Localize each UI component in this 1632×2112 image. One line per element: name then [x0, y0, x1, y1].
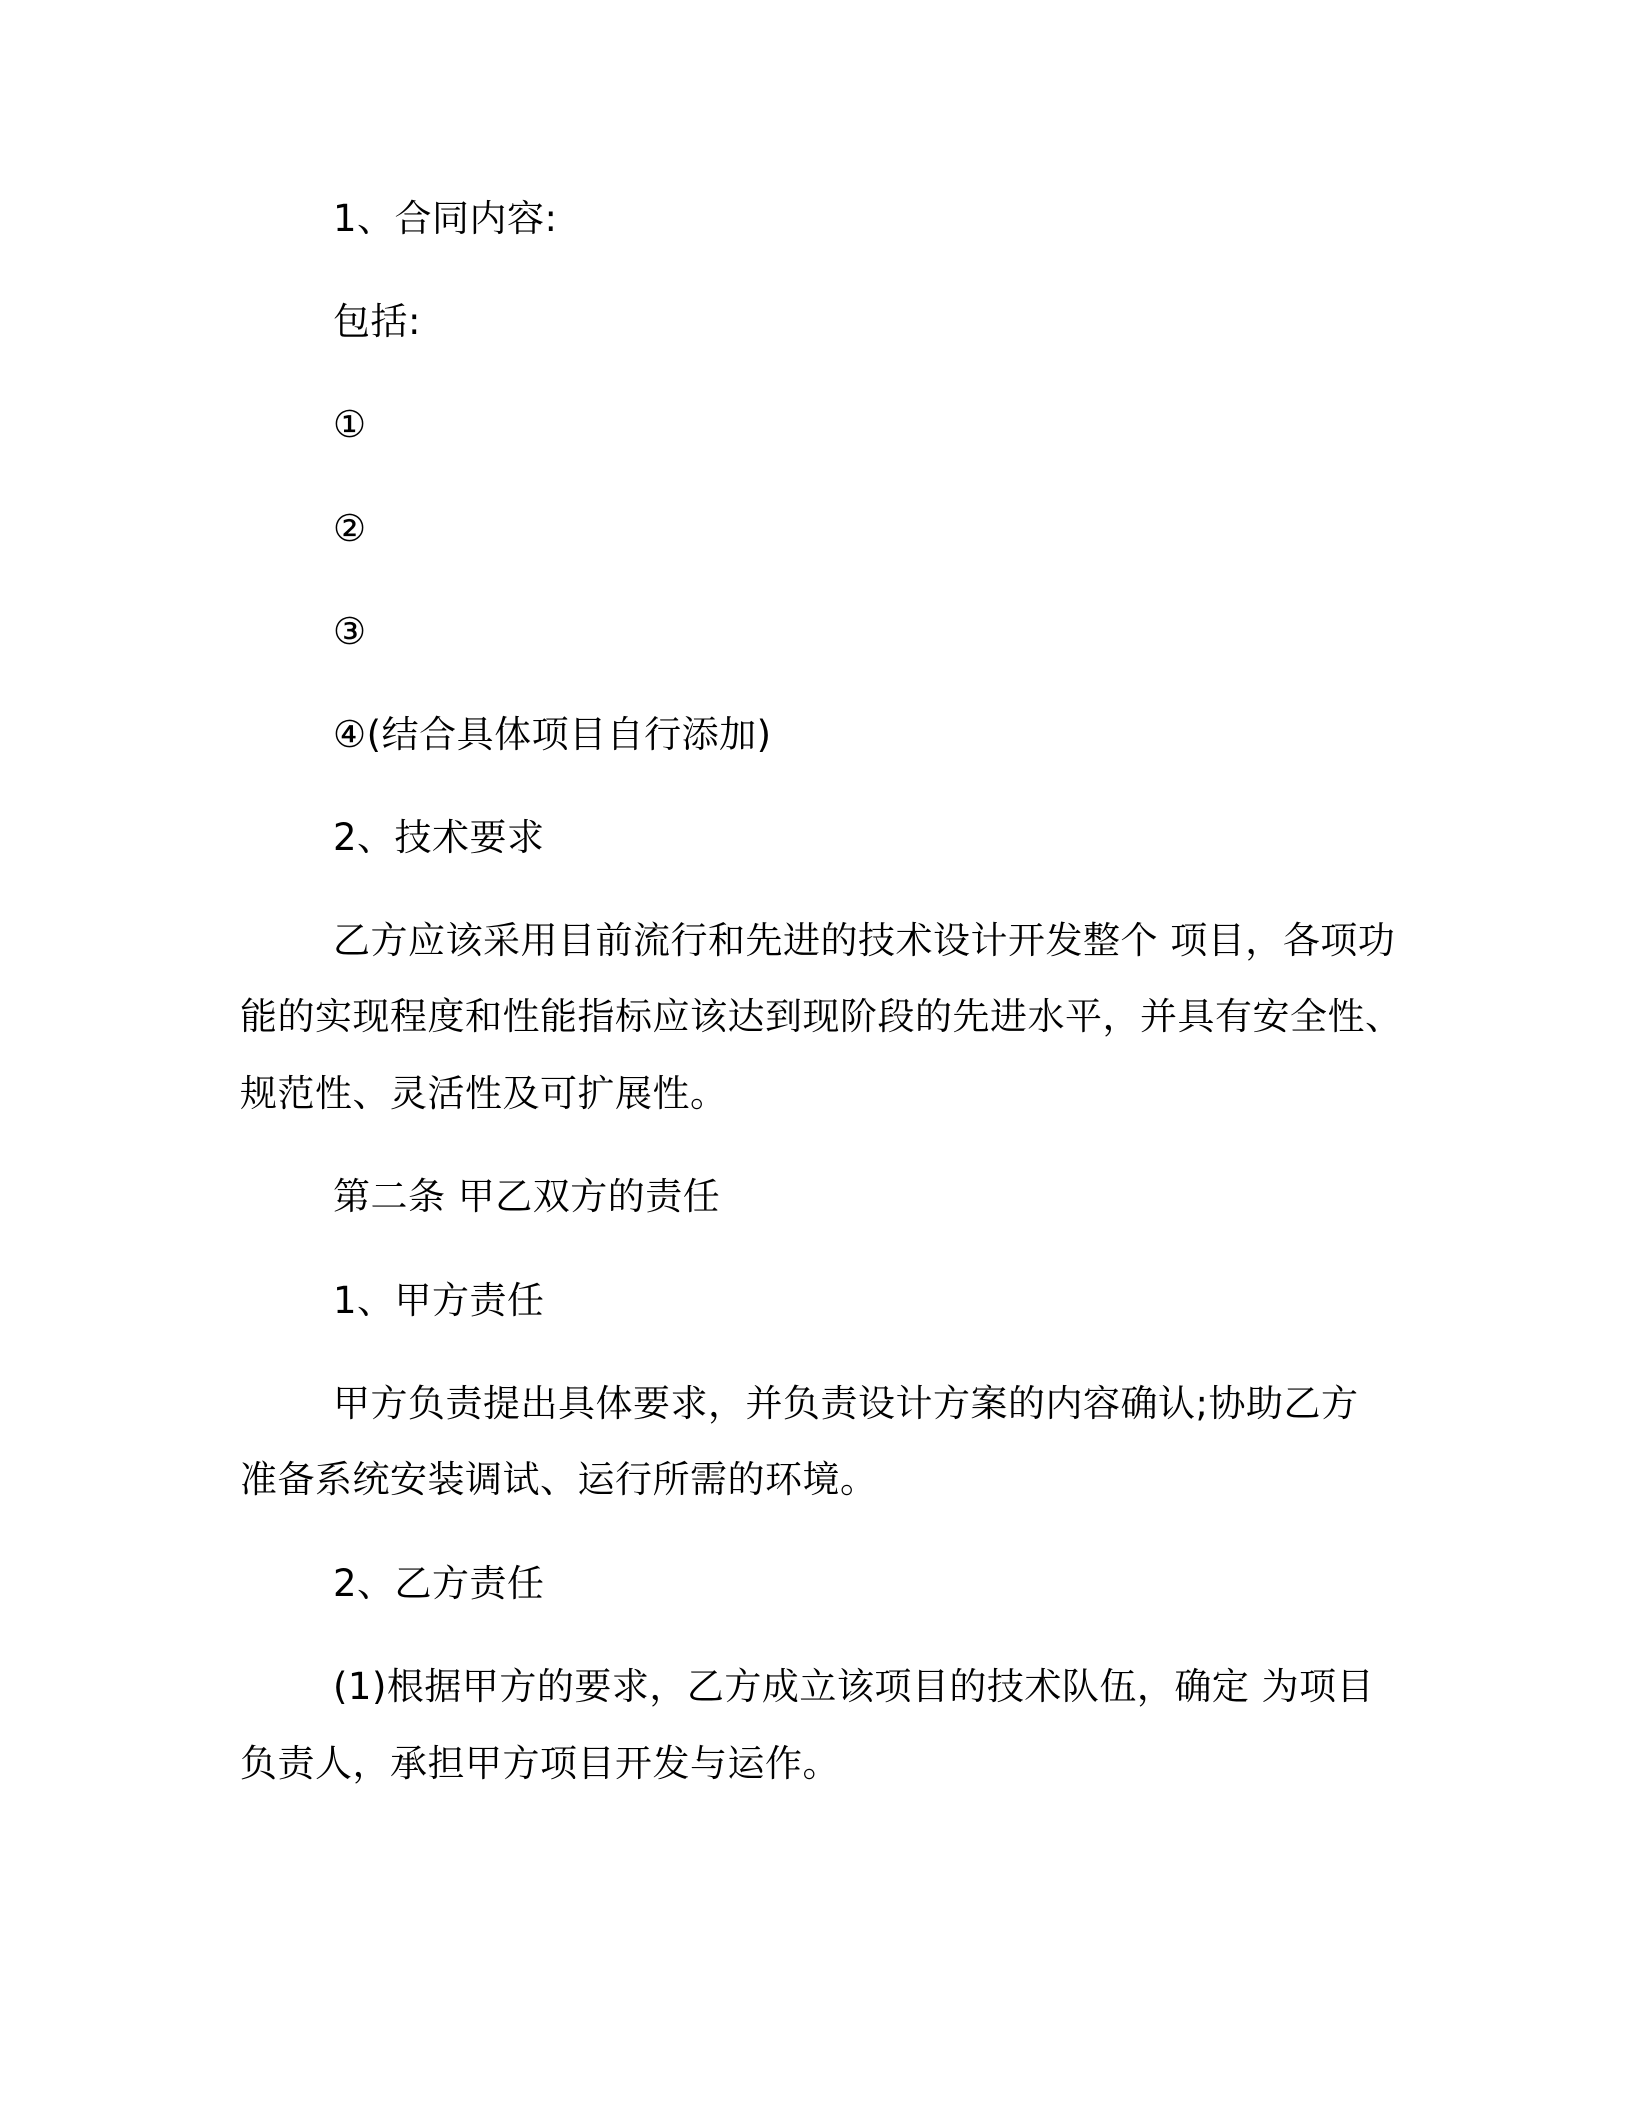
article-2-heading: 第二条 甲乙双方的责任 [333, 1175, 721, 1218]
tech-paragraph-line-3: 规范性、灵活性及可扩展性。 [240, 1072, 728, 1115]
party-a-paragraph-line-1: 甲方负责提出具体要求，并负责设计方案的内容确认;协助乙方 [333, 1382, 1359, 1425]
tech-requirements-heading: 2、技术要求 [333, 816, 545, 859]
party-b-heading: 2、乙方责任 [333, 1562, 545, 1605]
list-item-3: ③ [333, 610, 367, 653]
contract-content-heading: 1、合同内容: [333, 197, 558, 240]
includes-label: 包括: [333, 300, 421, 343]
list-item-4: ④(结合具体项目自行添加) [333, 713, 772, 756]
party-a-paragraph-line-2: 准备系统安装调试、运行所需的环境。 [240, 1458, 878, 1501]
tech-paragraph-line-1: 乙方应该采用目前流行和先进的技术设计开发整个 项目，各项功 [333, 919, 1396, 962]
party-b-paragraph-line-1: (1)根据甲方的要求，乙方成立该项目的技术队伍，确定 为项目 [333, 1665, 1375, 1708]
tech-paragraph-line-2: 能的实现程度和性能指标应该达到现阶段的先进水平，并具有安全性、 [240, 995, 1403, 1038]
party-a-heading: 1、甲方责任 [333, 1279, 545, 1322]
party-b-paragraph-line-2: 负责人，承担甲方项目开发与运作。 [240, 1742, 840, 1785]
list-item-2: ② [333, 507, 367, 550]
list-item-1: ① [333, 403, 367, 446]
